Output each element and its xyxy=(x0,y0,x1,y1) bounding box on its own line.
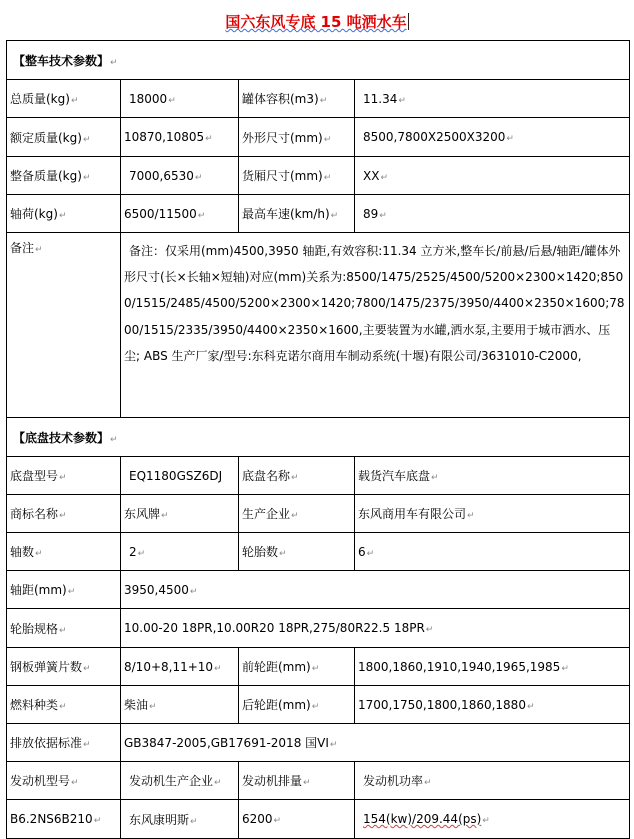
table-row xyxy=(7,157,630,195)
note-label: 备注↵ xyxy=(7,233,121,418)
cell-label: 燃料种类↵ xyxy=(7,686,121,724)
cell-value: 6↵ xyxy=(355,533,630,571)
cell-value: B6.2NS6B210↵ xyxy=(7,800,121,839)
table-row xyxy=(7,457,630,495)
cell-label: 轮胎数↵ xyxy=(239,533,355,571)
cell-value: 10.00-20 18PR,10.00R20 18PR,275/80R22.5 18PR↵ xyxy=(121,609,630,648)
cell-value: 8500,7800X2500X3200↵ xyxy=(355,118,630,157)
cell-value: GB3847-2005,GB17691-2018 国VI↵ xyxy=(121,724,630,762)
cell-value: 3950,4500↵ xyxy=(121,571,630,609)
cell-value: 1800,1860,1910,1940,1965,1985↵ xyxy=(355,648,630,686)
cell-label: 罐体容积(m3)↵ xyxy=(239,80,355,118)
page-title xyxy=(0,0,634,40)
vehicle-section-header: 【整车技术参数】↵ xyxy=(7,41,630,80)
cell-value: 东风康明斯↵ xyxy=(121,800,239,839)
engine-row xyxy=(7,800,630,839)
cell-label: 轴距(mm)↵ xyxy=(7,571,121,609)
engine-col-header: 发动机功率↵ xyxy=(355,762,630,800)
table-row xyxy=(7,118,630,157)
cell-label: 前轮距(mm)↵ xyxy=(239,648,355,686)
engine-header-row xyxy=(7,762,630,800)
cell-value: 6200↵ xyxy=(239,800,355,839)
cell-label: 整备质量(kg)↵ xyxy=(7,157,121,195)
cell-value: 2↵ xyxy=(121,533,239,571)
chassis-section-row xyxy=(7,418,630,457)
cell-label: 钢板弹簧片数↵ xyxy=(7,648,121,686)
cell-label: 底盘型号↵ xyxy=(7,457,121,495)
table-row xyxy=(7,724,630,762)
table-row xyxy=(7,648,630,686)
table-row xyxy=(7,609,630,648)
chassis-section-header: 【底盘技术参数】↵ xyxy=(7,418,630,457)
cell-value: 11.34↵ xyxy=(355,80,630,118)
cell-label: 额定质量(kg)↵ xyxy=(7,118,121,157)
table-row xyxy=(7,80,630,118)
note-text: 备注：仅采用(mm)4500,3950 轴距,有效容积:11.34 立方米,整车长/前悬/后悬/轴距/罐体外形尺寸(长×长轴×短轴)对应(mm)关系为:8500/1475/2525/4500/5200×2300×1420;8500/1515/2485/4500/5200×2300×1420;7800/1475/2375/3950/4400×2350×1600;7800/1515/2335/3950/4400×2350×1600,主要装置为水罐,洒水泵,主要用于城市洒水、压尘; ABS 生产厂家/型号:东科克诺尔商用车制动系统(十堰)有限公司/3631010-C2000, xyxy=(121,233,630,418)
table-row xyxy=(7,195,630,233)
cell-value: XX↵ xyxy=(355,157,630,195)
cell-value: 154(kw)/209.44(ps)↵ xyxy=(355,800,630,839)
cell-label: 生产企业↵ xyxy=(239,495,355,533)
note-row xyxy=(7,233,630,418)
cell-value: 10870,10805↵ xyxy=(121,118,239,157)
cell-value: 89↵ xyxy=(355,195,630,233)
spec-table xyxy=(6,40,630,839)
cell-label: 轴荷(kg)↵ xyxy=(7,195,121,233)
table-row xyxy=(7,686,630,724)
cell-label: 轴数↵ xyxy=(7,533,121,571)
cell-value: 东风商用车有限公司↵ xyxy=(355,495,630,533)
table-row xyxy=(7,571,630,609)
cell-label: 外形尺寸(mm)↵ xyxy=(239,118,355,157)
engine-col-header: 发动机排量↵ xyxy=(239,762,355,800)
cell-value: 载货汽车底盘↵ xyxy=(355,457,630,495)
cell-label: 底盘名称↵ xyxy=(239,457,355,495)
title-text: 国六东风专底 15 吨洒水车 xyxy=(225,13,407,31)
cell-value: 柴油↵ xyxy=(121,686,239,724)
engine-col-header: 发动机生产企业↵ xyxy=(121,762,239,800)
cell-value: 东风牌↵ xyxy=(121,495,239,533)
table-row xyxy=(7,495,630,533)
cell-value: 18000↵ xyxy=(121,80,239,118)
cell-value: 1700,1750,1800,1860,1880↵ xyxy=(355,686,630,724)
cell-label: 排放依据标准↵ xyxy=(7,724,121,762)
cell-label: 商标名称↵ xyxy=(7,495,121,533)
text-caret xyxy=(408,13,409,30)
cell-value: 6500/11500↵ xyxy=(121,195,239,233)
cell-value: EQ1180GSZ6DJ xyxy=(121,457,239,495)
cell-value: 8/10+8,11+10↵ xyxy=(121,648,239,686)
cell-label: 货厢尺寸(mm)↵ xyxy=(239,157,355,195)
cell-label: 总质量(kg)↵ xyxy=(7,80,121,118)
vehicle-section-row xyxy=(7,41,630,80)
cell-value: 7000,6530↵ xyxy=(121,157,239,195)
cell-label: 轮胎规格↵ xyxy=(7,609,121,648)
cell-label: 后轮距(mm)↵ xyxy=(239,686,355,724)
table-row xyxy=(7,533,630,571)
engine-col-header: 发动机型号↵ xyxy=(7,762,121,800)
cell-label: 最高车速(km/h)↵ xyxy=(239,195,355,233)
